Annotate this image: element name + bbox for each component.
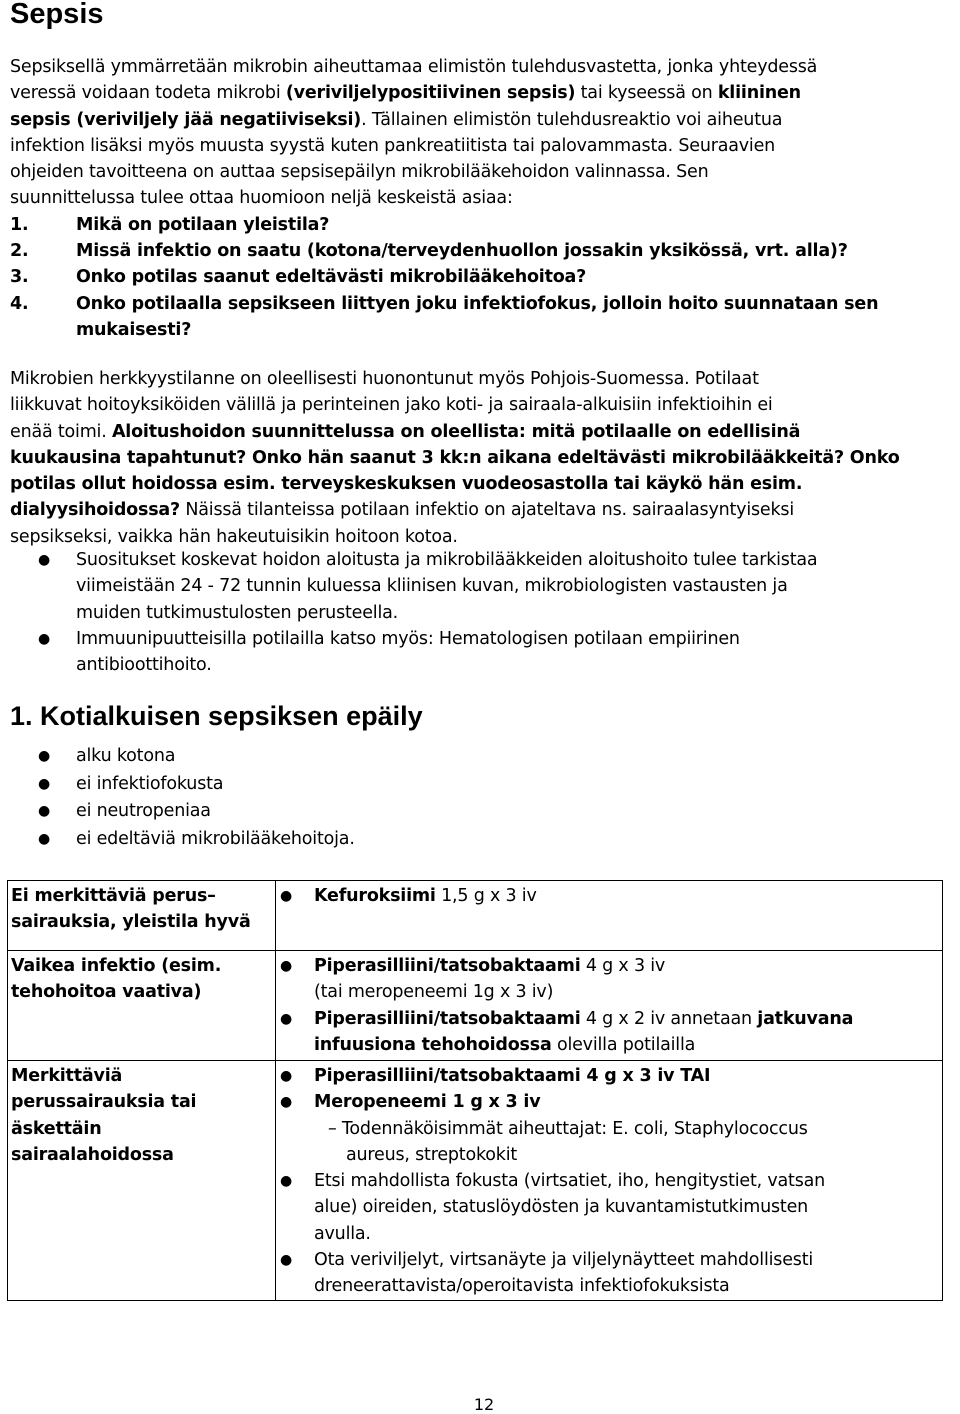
list-item: ● alku kotona xyxy=(10,743,910,771)
list-item xyxy=(276,1168,942,1247)
table-row xyxy=(8,881,943,951)
para-line xyxy=(10,497,945,523)
bullet-line: ● Immuunipuutteisilla potilailla katso myös: Hematologisen potilaan empiirinen xyxy=(76,628,740,649)
item-text: Missä infektio on saatu (kotona/terveydenhuollon jossakin yksikössä, vrt. alla)? xyxy=(76,241,848,262)
list-item xyxy=(10,317,945,343)
drug-dose: 4 g x 3 iv xyxy=(580,956,666,976)
text-run: tai kyseessä on xyxy=(575,83,718,104)
text-run: . Tällainen elimistön tulehdusreaktio voi aiheutua xyxy=(361,109,783,130)
item-number: 2. xyxy=(10,241,29,262)
intro-line xyxy=(10,107,945,133)
cell-line: perussairauksia tai xyxy=(11,1092,197,1113)
criteria-list xyxy=(10,743,910,853)
table-row xyxy=(8,951,943,1061)
treatment-list xyxy=(276,1168,942,1299)
drug-name: Piperasilliini/tatsobaktaami xyxy=(314,1008,581,1029)
text-run: veressä voidaan todeta mikrobi xyxy=(10,83,286,104)
list-item xyxy=(10,626,945,679)
bullet-line: ● Suositukset koskevat hoidon aloitusta ja mikrobilääkkeiden aloitushoito tulee tarkistaa xyxy=(76,550,818,570)
list-item xyxy=(10,264,945,290)
treatment-list xyxy=(276,953,942,1058)
list-item xyxy=(276,1247,942,1300)
bullet-line: alue) oireiden, statuslöydösten ja kuvantamistutkimusten xyxy=(314,1197,809,1218)
treatment-cell xyxy=(276,951,943,1061)
cell-line: Vaikea infektio (esim. xyxy=(11,956,222,976)
item-number: 3. xyxy=(10,267,29,288)
item-number xyxy=(10,317,76,343)
bold-run: dialyysihoidossa? xyxy=(10,500,180,521)
dash-line: aureus, streptokokit xyxy=(346,1144,518,1165)
bullet-line: ● Ota veriviljelyt, virtsanäyte ja viljelynäytteet mahdollisesti xyxy=(314,1250,814,1271)
list-item xyxy=(10,212,945,238)
susceptibility-paragraph xyxy=(10,366,945,550)
cell-line: Ei merkittäviä perus– xyxy=(11,886,216,906)
item-text: mukaisesti? xyxy=(76,319,192,340)
drug-dose: 4 g x 2 iv annetaan xyxy=(580,1008,758,1029)
bold-run: Aloitushoidon suunnittelussa on oleellista: mitä potilaalle on edellisinä xyxy=(111,421,801,442)
condition-cell xyxy=(8,1061,276,1301)
cell-line: äskettäin xyxy=(11,1118,102,1139)
item-number: 4. xyxy=(10,293,29,314)
bullet-line xyxy=(314,1032,942,1058)
treatment-table xyxy=(7,880,943,1301)
bullet-line: (tai meropeneemi 1g x 3 iv) xyxy=(314,982,554,1003)
intro-line: ohjeiden tavoitteena on auttaa sepsisepäilyn mikrobilääkehoidon valinnassa. Sen xyxy=(10,162,709,183)
page-title: Sepsis xyxy=(10,0,104,30)
table-row xyxy=(8,1061,943,1301)
drug-name: Kefuroksiimi xyxy=(314,886,436,906)
cell-line: sairauksia, yleistila hyvä xyxy=(11,912,251,933)
drug-name: Piperasilliini/tatsobaktaami xyxy=(314,956,581,976)
list-item: ● ei edeltäviä mikrobilääkehoitoja. xyxy=(10,826,910,854)
treatment-list xyxy=(276,883,942,909)
cell-line: tehohoitoa vaativa) xyxy=(11,982,202,1003)
intro-line: infektion lisäksi myös muusta syystä kuten pankreatiitista tai palovammasta. Seuraavien xyxy=(10,135,776,156)
text-run: enää toimi. xyxy=(10,421,112,442)
cell-line: Merkittäviä xyxy=(11,1066,123,1086)
text-run: olevilla potilailla xyxy=(551,1034,696,1055)
condition-cell xyxy=(8,881,276,951)
recommendations-list xyxy=(10,547,945,678)
list-item: ● Piperasilliini/tatsobaktaami 4 g x 3 iv TAI xyxy=(276,1063,942,1089)
bullet-line: viimeistään 24 - 72 tunnin kuluessa kliinisen kuvan, mikrobiologisten vastausten ja xyxy=(76,576,788,597)
list-item: ● ei infektiofokusta xyxy=(10,771,910,799)
treatment-cell xyxy=(276,1061,943,1301)
bold-run: (veriviljelypositiivinen sepsis) xyxy=(285,83,576,104)
bold-run: jatkuvana xyxy=(757,1008,854,1029)
intro-line xyxy=(10,80,945,106)
list-item xyxy=(276,1006,942,1059)
list-item: ● ei neutropeniaa xyxy=(10,798,910,826)
para-line: liikkuvat hoitoyksiköiden välillä ja perinteinen jako koti- ja sairaala-alkuisiin infektioihin ei xyxy=(10,395,773,416)
bullet-line: muiden tutkimustulosten perusteella. xyxy=(76,602,399,623)
intro-line: suunnittelussa tulee ottaa huomioon neljä keskeistä asiaa: xyxy=(10,188,513,209)
item-text: Onko potilaalla sepsikseen liittyen joku infektiofokus, jolloin hoito suunnataan sen xyxy=(76,293,879,314)
bullet-line: antibioottihoito. xyxy=(76,655,212,676)
treatment-cell xyxy=(276,881,943,951)
item-text: Onko potilas saanut edeltävästi mikrobilääkehoitoa? xyxy=(76,267,587,288)
text-run: Näissä tilanteissa potilaan infektio on ajateltava ns. sairaalasyntyiseksi xyxy=(180,500,794,521)
cell-line: sairaalahoidossa xyxy=(11,1144,174,1165)
item-number: 1. xyxy=(10,214,29,235)
condition-cell xyxy=(8,951,276,1061)
item-text: Mikä on potilaan yleistila? xyxy=(76,214,330,235)
para-line: sepsikseksi, vaikka hän hakeutuisikin hoitoon kotoa. xyxy=(10,526,458,547)
para-line xyxy=(10,419,945,445)
bullet-line: dreneerattavista/operoitavista infektiofokuksista xyxy=(314,1276,730,1297)
bullet-line: ● Etsi mahdollista fokusta (virtsatiet, iho, hengitystiet, vatsan xyxy=(314,1171,826,1192)
para-line: potilas ollut hoidossa esim. terveyskeskuksen vuodeosastolla tai käykö hän esim. xyxy=(10,474,803,495)
intro-section xyxy=(10,54,945,343)
dash-line: – Todennäköisimmät aiheuttajat: E. coli, Staphylococcus xyxy=(328,1118,808,1139)
bold-run: infuusiona tehohoidossa xyxy=(314,1034,552,1055)
list-item xyxy=(10,547,945,626)
page-number: 12 xyxy=(473,1395,495,1414)
questions-list xyxy=(10,212,945,343)
list-item xyxy=(10,291,945,317)
para-line: Mikrobien herkkyystilanne on oleellisesti huonontunut myös Pohjois-Suomessa. Potilaat xyxy=(10,369,759,389)
treatment-list xyxy=(276,1063,942,1116)
list-item xyxy=(10,238,945,264)
list-item: ● Meropeneemi 1 g x 3 iv xyxy=(276,1089,942,1115)
bold-run: kliininen xyxy=(717,83,801,104)
list-item xyxy=(276,953,942,1006)
intro-line: Sepsiksellä ymmärretään mikrobin aiheuttamaa elimistön tulehdusvastetta, jonka yhteydessä xyxy=(10,57,818,77)
drug-dose: 1,5 g x 3 iv xyxy=(435,886,537,906)
bullet-line: avulla. xyxy=(314,1223,371,1244)
para-line: kuukausina tapahtunut? Onko hän saanut 3 kk:n aikana edeltävästi mikrobilääkkeitä? Onko xyxy=(10,447,900,468)
bold-run: sepsis (veriviljely jää negatiiviseksi) xyxy=(10,109,362,130)
section-heading: 1. Kotialkuisen sepsiksen epäily xyxy=(10,701,423,731)
list-item xyxy=(276,883,942,909)
